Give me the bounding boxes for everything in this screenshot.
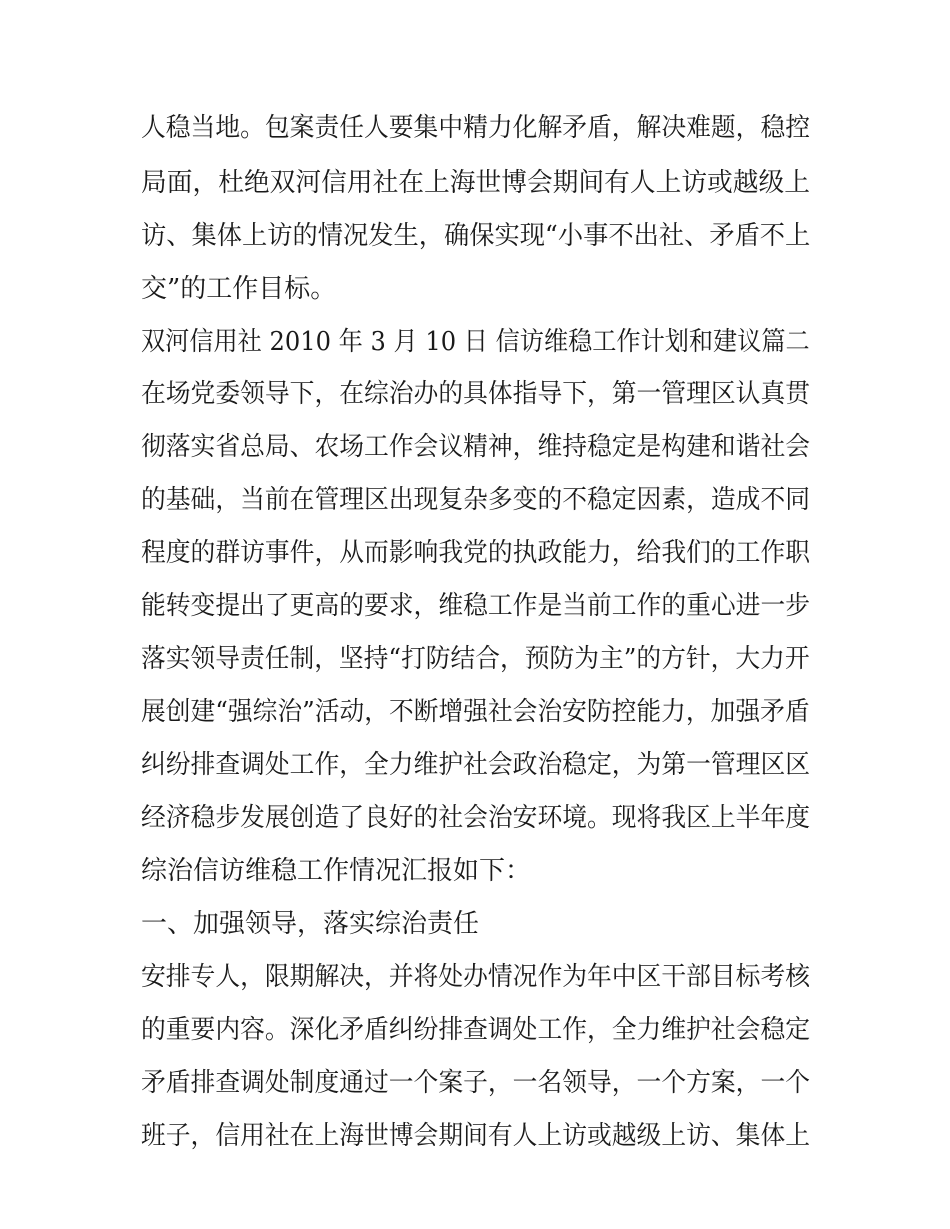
text-line: 人稳当地。包案责任人要集中精力化解矛盾，解决难题，稳控 bbox=[141, 113, 811, 143]
text-line: 局面，杜绝双河信用社在上海世博会期间有人上访或越级上 bbox=[141, 168, 810, 198]
text-line: 访、集体上访的情况发生，确保实现“小事不出社、矛盾不上 bbox=[141, 221, 811, 251]
text-line: 交”的工作目标。 bbox=[141, 274, 337, 304]
text-line: 的基础，当前在管理区出现复杂多变的不稳定因素，造成不同 bbox=[141, 485, 811, 515]
text-line: 纠纷排查调处工作，全力维护社会政治稳定，为第一管理区区 bbox=[141, 750, 811, 780]
text-line: 综治信访维稳工作情况汇报如下： bbox=[141, 856, 532, 886]
text-line: 班子，信用社在上海世博会期间有人上访或越级上访、集体上 bbox=[141, 1121, 811, 1151]
text-line: 矛盾排查调处制度通过一个案子，一名领导，一个方案，一个 bbox=[141, 1068, 811, 1098]
text-line: 彻落实省总局、农场工作会议精神，维持稳定是构建和谐社会 bbox=[141, 432, 811, 462]
text-line: 落实领导责任制，坚持“打防结合，预防为主”的方针，大力开 bbox=[141, 644, 810, 674]
section-heading: 双河信用社 2010 年 3 月 10 日 信访维稳工作计划和建议篇二 bbox=[141, 327, 810, 357]
text-line: 经济稳步发展创造了良好的社会治安环境。现将我区上半年度 bbox=[141, 803, 811, 833]
text-line: 的重要内容。深化矛盾纠纷排查调处工作，全力维护社会稳定 bbox=[141, 1015, 811, 1045]
text-line: 程度的群访事件，从而影响我党的执政能力，给我们的工作职 bbox=[141, 538, 811, 568]
text-line: 在场党委领导下，在综治办的具体指导下，第一管理区认真贯 bbox=[141, 379, 811, 409]
text-line: 安排专人，限期解决，并将处办情况作为年中区干部目标考核 bbox=[141, 962, 811, 992]
text-line: 能转变提出了更高的要求，维稳工作是当前工作的重心进一步 bbox=[141, 591, 811, 621]
section-heading: 一、加强领导，落实综治责任 bbox=[141, 909, 480, 939]
text-line: 展创建“强综治”活动，不断增强社会治安防控能力，加强矛盾 bbox=[141, 697, 810, 727]
